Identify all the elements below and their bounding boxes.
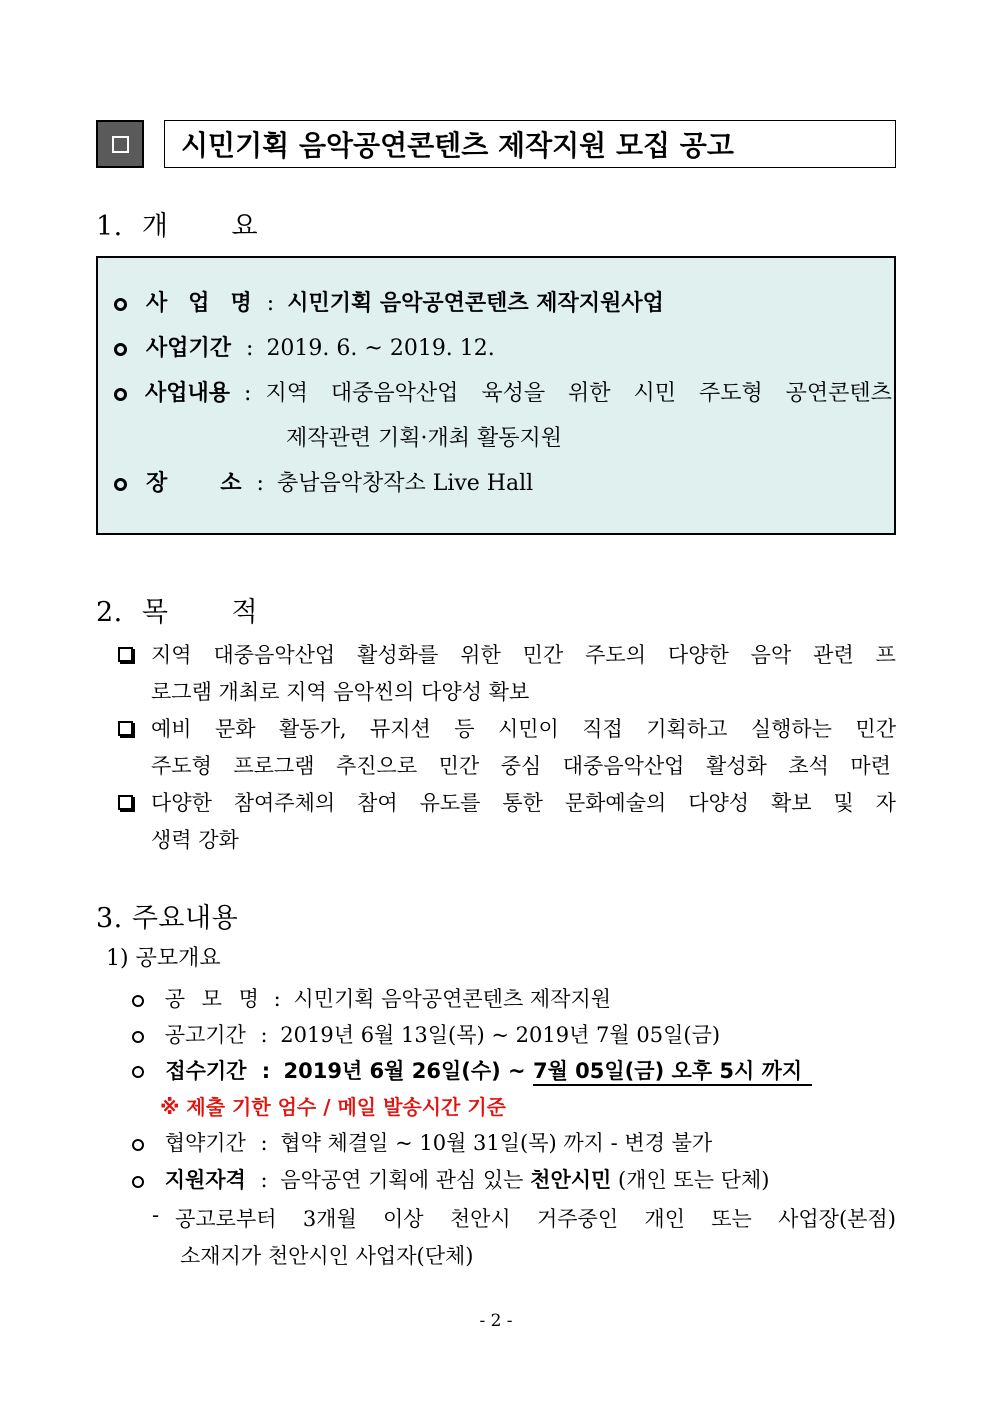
square-bullet-icon [118, 721, 133, 736]
circle-bullet-icon [114, 478, 127, 491]
announcement-period: 공고기간 : 2019년 6월 13일(목) ~ 2019년 7월 05일(금) [132, 1019, 720, 1049]
overview-item-content: 사업내용 : 지역 대중음악산업 육성을 위한 시민 주도형 공연콘텐츠 [114, 383, 892, 405]
circle-bullet-icon [114, 298, 127, 311]
overview-item-venue: 장 소 : 충남음악창작소 Live Hall [114, 473, 533, 495]
subsection-heading: 1) 공모개요 [106, 946, 221, 971]
circle-bullet-icon [114, 343, 127, 356]
overview-item-content-line2: 제작관련 기획·개최 활동지원 [286, 426, 563, 451]
contract-period: 협약기간 : 협약 체결일 ~ 10월 31일(목) 까지 - 변경 불가 [132, 1127, 712, 1157]
overview-item-period: 사업기간 : 2019. 6. ~ 2019. 12. [114, 338, 495, 360]
circle-bullet-icon [132, 1066, 144, 1078]
deadline-notice: ※ 제출 기한 엄수 / 메일 발송시간 기준 [160, 1095, 506, 1119]
eligibility-detail: - 공고로부터 3개월 이상 천안시 거주중인 개인 또는 사업장(본점) [152, 1203, 896, 1231]
circle-bullet-icon [132, 995, 144, 1007]
section3-heading: 3. 주요내용 [96, 903, 239, 934]
purpose-item-3-line2: 생력 강화 [151, 828, 239, 852]
overview-item-name: 사 업 명 : 시민기획 음악공연콘텐츠 제작지원사업 [114, 293, 664, 315]
eligibility: 지원자격 : 음악공연 기획에 관심 있는 천안시민 (개인 또는 단체) [132, 1164, 769, 1194]
purpose-item-2-line2: 주도형 프로그램 추진으로 민간 중심 대중음악산업 활성화 초석 마련 [151, 754, 891, 778]
eligibility-detail-line2: 소재지가 천안시인 사업자(단체) [180, 1244, 474, 1268]
page-title [164, 120, 896, 168]
purpose-item-1: 지역 대중음악산업 활성화를 위한 민간 주도의 다양한 음악 관련 프 [118, 639, 896, 669]
square-bullet-icon [118, 647, 133, 662]
title-square-icon [96, 120, 144, 168]
circle-bullet-icon [132, 1176, 144, 1188]
receipt-period: 접수기간 : 2019년 6월 26일(수) ~ 7월 05일(금) 오후 5시 까지 [132, 1055, 812, 1085]
page-number: - 2 - [479, 1311, 513, 1331]
circle-bullet-icon [132, 1139, 144, 1151]
purpose-item-1-line2: 로그램 개최로 지역 음악씬의 다양성 확보 [151, 680, 530, 704]
page-title-text: 시민기획 음악공연콘텐츠 제작지원 모집 공고 [181, 129, 734, 162]
recruit-name: 공 모 명 : 시민기획 음악공연콘텐츠 제작지원 [132, 983, 611, 1013]
circle-bullet-icon [132, 1031, 144, 1043]
section1-heading: 1. 개 요 [96, 211, 259, 242]
square-bullet-icon [118, 795, 133, 810]
purpose-item-3: 다양한 참여주체의 참여 유도를 통한 문화예술의 다양성 확보 및 자 [118, 787, 896, 817]
circle-bullet-icon [114, 388, 127, 401]
section2-heading: 2. 목 적 [96, 597, 259, 628]
purpose-item-2: 예비 문화 활동가, 뮤지션 등 시민이 직접 기획하고 실행하는 민간 [118, 713, 896, 743]
